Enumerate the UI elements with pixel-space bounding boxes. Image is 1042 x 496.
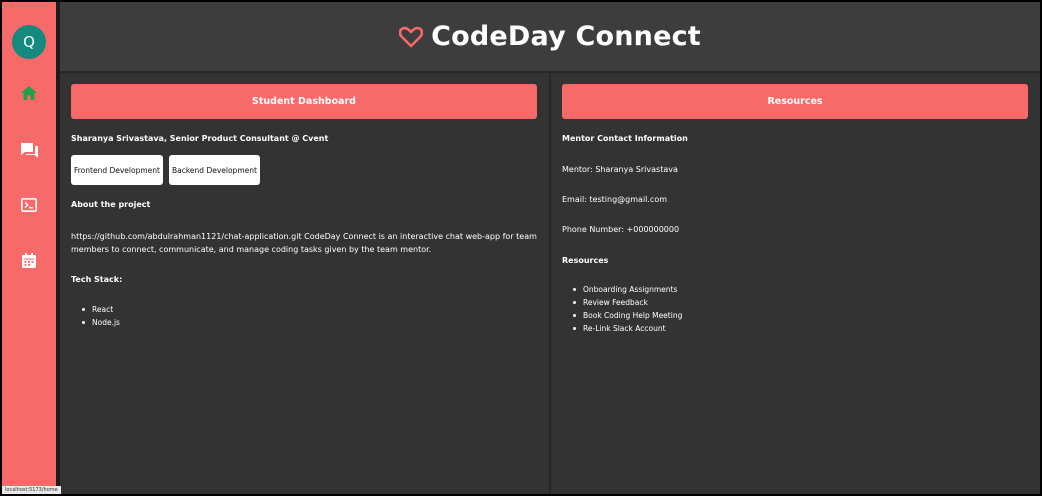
resource-link-onboarding[interactable]: Onboarding Assignments <box>572 283 1028 296</box>
resources-heading: Resources <box>562 256 609 265</box>
status-url: localhost:5173/home <box>2 486 61 494</box>
calendar-icon <box>22 253 36 268</box>
list-item: React <box>81 303 537 316</box>
sidebar-item-terminal[interactable] <box>14 190 44 220</box>
resources-list <box>572 283 1028 335</box>
sidebar <box>2 2 60 494</box>
tech-stack-list <box>81 303 537 329</box>
app-title: CodeDay Connect <box>431 21 701 52</box>
about-heading: About the project <box>71 200 151 209</box>
list-item: Node.js <box>81 316 537 329</box>
mentor-name: Mentor: Sharanya Srivastava <box>562 165 678 174</box>
mentor-line: Sharanya Srivastava, Senior Product Consultant @ Cvent <box>71 134 329 143</box>
avatar[interactable] <box>12 25 46 59</box>
resource-link-review-feedback[interactable]: Review Feedback <box>572 296 1028 309</box>
student-dashboard-button[interactable]: Student Dashboard <box>71 84 537 119</box>
avatar-initial: Q <box>23 33 35 51</box>
tech-stack-heading: Tech Stack: <box>71 275 123 284</box>
resource-link-relink-slack[interactable]: Re-Link Slack Account <box>572 322 1028 335</box>
content <box>60 73 1040 494</box>
home-icon <box>21 86 37 100</box>
tag-frontend[interactable]: Frontend Development <box>71 155 163 185</box>
mentor-phone: Phone Number: +000000000 <box>562 225 680 234</box>
header <box>60 2 1040 73</box>
about-text-line-1: https://github.com/abdulrahman1121/chat-application.git CodeDay Connect is an interactive chat web-app for team <box>71 232 537 241</box>
contact-heading: Mentor Contact Information <box>562 134 688 143</box>
heart-icon <box>399 26 423 48</box>
mentor-email: Email: testing@gmail.com <box>562 195 668 204</box>
resources-button[interactable]: Resources <box>562 84 1028 119</box>
sidebar-item-chat[interactable] <box>14 135 44 165</box>
tags <box>71 155 537 185</box>
chat-icon <box>21 143 38 158</box>
main <box>60 2 1040 494</box>
resources-panel <box>551 73 1040 494</box>
student-dashboard-panel <box>60 73 551 494</box>
tag-backend[interactable]: Backend Development <box>169 155 260 185</box>
about-text-line-2: members to connect, communicate, and manage coding tasks given by the team mentor. <box>71 245 432 254</box>
resource-link-book-meeting[interactable]: Book Coding Help Meeting <box>572 309 1028 322</box>
sidebar-item-calendar[interactable] <box>14 245 44 275</box>
app-window <box>2 2 1040 494</box>
terminal-icon <box>21 198 37 212</box>
sidebar-item-home[interactable] <box>14 78 44 108</box>
